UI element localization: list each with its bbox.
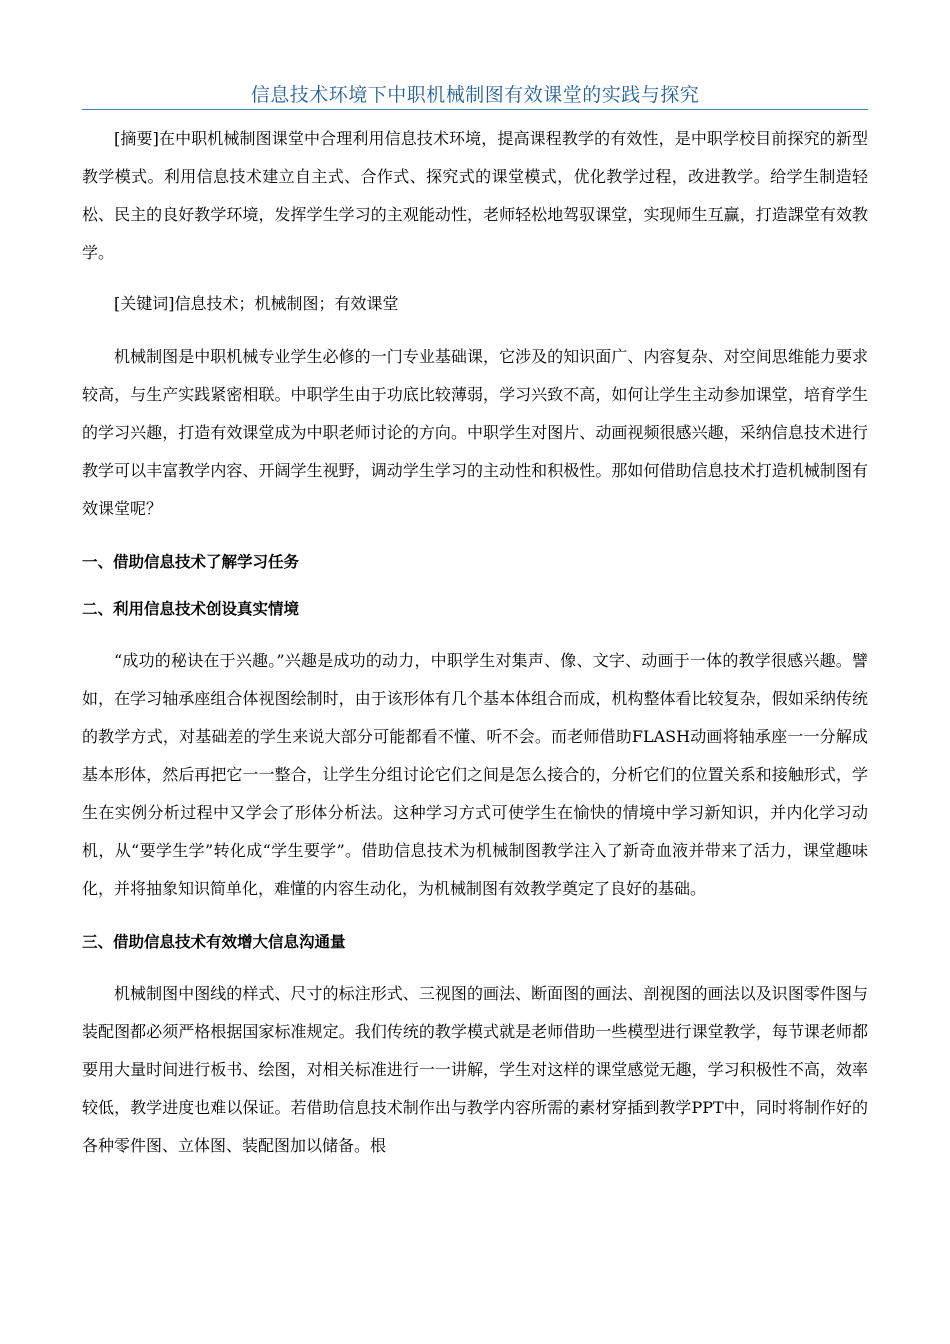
section-2-paragraph: “成功的秘诀在于兴趣。”兴趣是成功的动力，中职学生对集声、像、文字、动画于一体的教学很感兴趣。譬如，在学习轴承座组合体视图绘制时，由于该形体有几个基本体组合而成，机构整体看比较复杂，假如采纳传统的教学方式，对基础差的学生来说大部分可能都看不懂、听不会。而老师借助FLASH动画将轴承座一一分解成基本形体，然后再把它一一整合，让学生分组讨论它们之间是怎么接合的，分析它们的位置关系和接触形式，学生在实例分析过程中又学会了形体分析法。这种学习方式可使学生在愉快的情境中学习新知识，并内化学习动机，从“要学生学”转化成“学生要学”。借助信息技术为机械制图教学注入了新奇血液并带来了活力，课堂趣味化，并将抽象知识简单化，难懂的内容生动化，为机械制图有效教学奠定了良好的基础。: [82, 651, 868, 898]
document-body: [82, 120, 868, 1165]
section-3-paragraph: 机械制图中图线的样式、尺寸的标注形式、三视图的画法、断面图的画法、剖视图的画法以及识图零件图与装配图都必须严格根据国家标准规定。我们传统的教学模式就是老师借助一些模型进行课堂教学，每节课老师都要用大量时间进行板书、绘图，对相关标准进行一一讲解，学生对这样的课堂感觉无趣，学习积极性不高，效率较低，教学进度也难以保证。若借助信息技术制作出与教学内容所需的素材穿插到教学PPT中，同时将制作好的各种零件图、立体图、装配图加以储备。根: [82, 984, 868, 1155]
abstract-paragraph: [摘要]在中职机械制图课堂中合理利用信息技术环境，提高课程教学的有效性，是中职学校目前探究的新型教学模式。利用信息技术建立自主式、合作式、探究式的课堂模式，优化教学过程，改进教学。给学生制造轻松、民主的良好教学环境，发挥学生学习的主观能动性，老师轻松地驾驭课堂，实现师生互赢，打造課堂有效教学。: [82, 129, 868, 262]
keywords-paragraph: [关键词]信息技术；机械制图；有效课堂: [114, 294, 399, 313]
title-underline: [82, 109, 868, 110]
section-heading-3: 三、借助信息技术有效增大信息沟通量: [82, 933, 346, 951]
section-heading-1: 一、借助信息技术了解学习任务: [82, 553, 300, 571]
intro-paragraph: 机械制图是中职机械专业学生必修的一门专业基础课，它涉及的知识面广、内容复杂、对空间思维能力要求较高，与生产实践紧密相联。中职学生由于功底比较薄弱，学习兴致不高，如何让学生主动参加课堂，培育学生的学习兴趣，打造有效课堂成为中职老师讨论的方向。中职学生对图片、动画视频很感兴趣，采纳信息技术进行教学可以丰富教学内容、开阔学生视野，调动学生学习的主动性和积极性。那如何借助信息技术打造机械制图有效课堂呢？: [82, 347, 868, 518]
section-heading-2: 二、利用信息技术创设真实情境: [82, 600, 300, 618]
document-title: 信息技术环境下中职机械制图有效课堂的实践与探究: [250, 84, 700, 106]
